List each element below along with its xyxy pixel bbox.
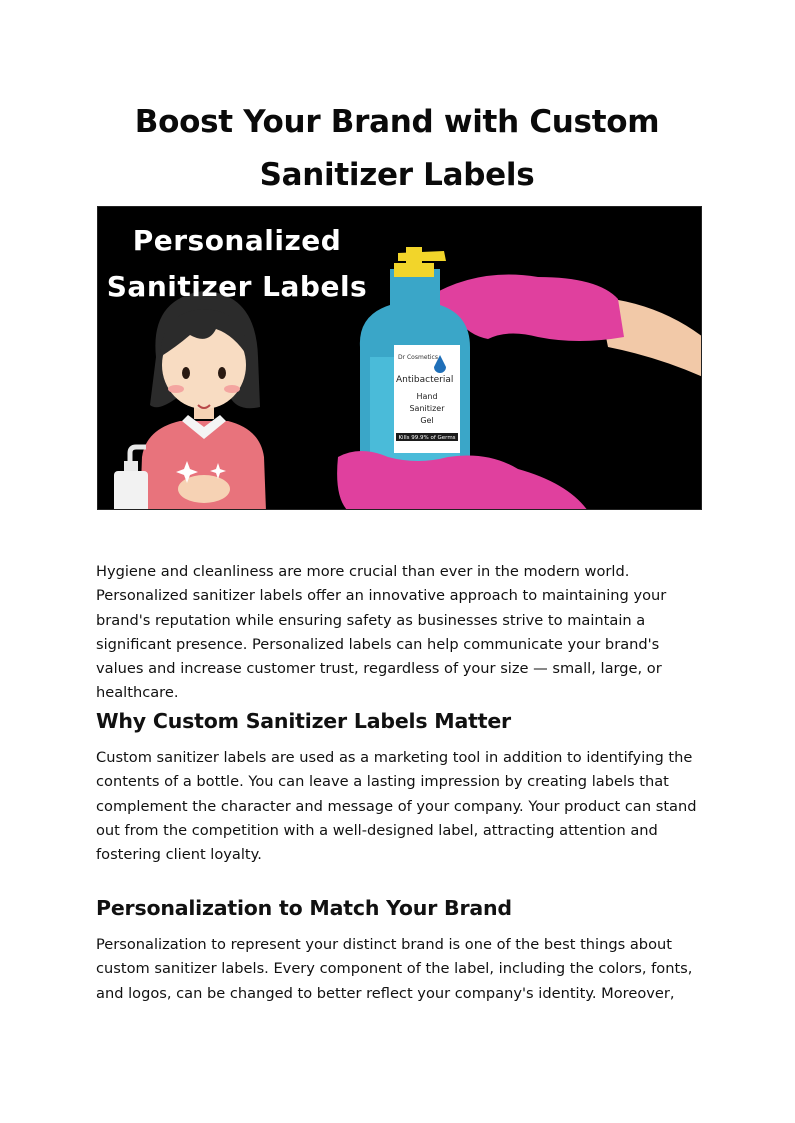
page-title: Boost Your Brand with Custom Sanitizer Labels <box>134 104 660 193</box>
cartoon-girl-illustration <box>140 291 266 510</box>
hero-text-line2: Sanitizer Labels <box>106 270 368 303</box>
bottle-claim-text: Kills 99.9% of Germs <box>398 435 456 441</box>
hero-text-line1: Personalized <box>132 224 342 257</box>
section-heading-personalization: Personalization to Match Your Brand <box>96 896 512 920</box>
bottle-label-line2: Hand <box>416 392 438 401</box>
bottle-label-line4: Gel <box>420 416 434 425</box>
gloved-hand-with-sanitizer-bottle <box>337 247 702 510</box>
bottle-label-line3: Sanitizer <box>409 404 445 413</box>
intro-paragraph: Hygiene and cleanliness are more crucial than ever in the modern world. Personalized sanitizer labels offer an innovative approach to maintaining your brand's reputation while ensuring safety as businesses strive to maintain a significant presence. Personalized labels can help communicate your brand's values and increase customer trust, regardless of your size — small, large, or healthcare. <box>96 563 667 702</box>
section-body-why: Custom sanitizer labels are used as a marketing tool in addition to identifying the contents of a bottle. You can leave a lasting impression by creating labels that complement the character and message of your company. Your product can stand out from the competition with a well-designed label, attracting attention and fostering client loyalty. <box>96 749 697 864</box>
bottle-brand-text: Dr Cosmetics <box>398 354 438 361</box>
bottle-label-line1: Antibacterial <box>396 375 454 385</box>
section-heading-why: Why Custom Sanitizer Labels Matter <box>96 709 511 733</box>
hero-image <box>97 206 702 510</box>
section-body-personalization: Personalization to represent your distinct brand is one of the best things about custom sanitizer labels. Every component of the label, including the colors, fonts, and logos, can be changed to better reflect your company's identity. Moreover, <box>96 936 693 1002</box>
